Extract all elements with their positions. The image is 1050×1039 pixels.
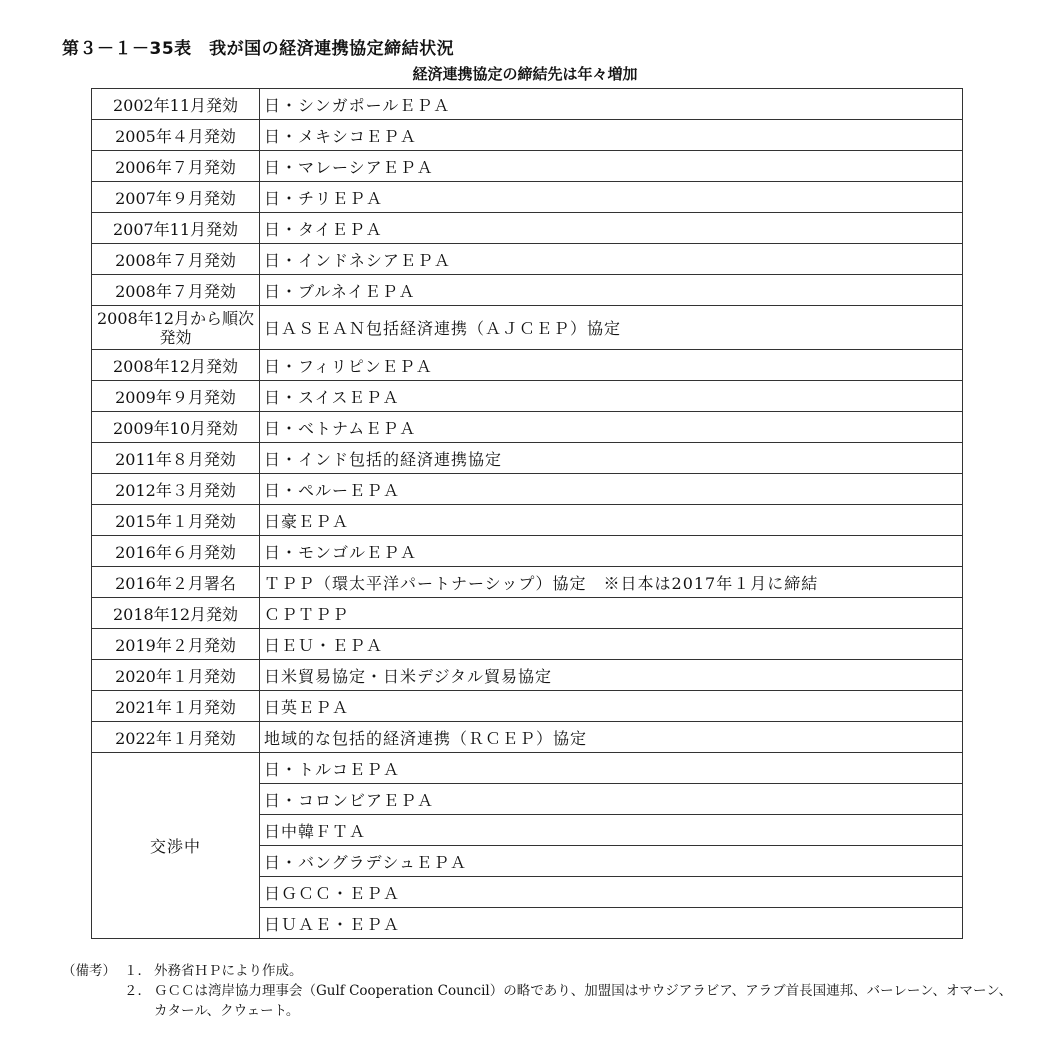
effective-date: 2021年１月発効: [92, 691, 260, 722]
negotiating-agreement: 日中韓ＦＴＡ: [260, 815, 963, 846]
table-row: [92, 474, 963, 505]
table-row: [92, 443, 963, 474]
agreement-name: 日・モンゴルＥＰＡ: [260, 536, 963, 567]
effective-date: 2007年11月発効: [92, 213, 260, 244]
table-row: [92, 151, 963, 182]
negotiating-agreement: 日・トルコＥＰＡ: [260, 753, 963, 784]
effective-date: 2011年８月発効: [92, 443, 260, 474]
note-number: ２．: [124, 983, 151, 999]
negotiating-agreement: 日ＧＣＣ・ＥＰＡ: [260, 877, 963, 908]
effective-date: 2018年12月発効: [92, 598, 260, 629]
agreement-name: 日米貿易協定・日米デジタル貿易協定: [260, 660, 963, 691]
table-row: [92, 120, 963, 151]
table-row: [92, 691, 963, 722]
effective-date: 2020年１月発効: [92, 660, 260, 691]
table-title: 第３－１－35表 我が国の経済連携協定締結状況: [62, 39, 455, 59]
effective-date: 2002年11月発効: [92, 89, 260, 120]
notes: [62, 961, 1022, 1021]
table-subtitle: 経済連携協定の締結先は年々増加: [412, 65, 638, 83]
note-text: ＧＣＣは湾岸協力理事会（Gulf Cooperation Council）の略であり、加盟国はサウジアラビア、アラブ首長国連邦、バーレーン、オマーン、カタール、クウェート。: [154, 983, 1013, 1019]
agreement-name: 日・タイＥＰＡ: [260, 213, 963, 244]
table-row: [92, 536, 963, 567]
note-item: [62, 981, 1022, 1021]
table-row: [92, 275, 963, 306]
effective-date: 2009年９月発効: [92, 381, 260, 412]
table-row: [92, 182, 963, 213]
effective-date: 2008年７月発効: [92, 244, 260, 275]
effective-date: 2015年１月発効: [92, 505, 260, 536]
notes-label: （備考）: [62, 963, 116, 979]
agreements-table-body: [92, 89, 963, 939]
agreement-name: 日豪ＥＰＡ: [260, 505, 963, 536]
table-row: [92, 598, 963, 629]
agreement-name: 地域的な包括的経済連携（ＲＣＥＰ）協定: [260, 722, 963, 753]
agreement-name: 日英ＥＰＡ: [260, 691, 963, 722]
table-row: [92, 350, 963, 381]
effective-date: 2008年12月発効: [92, 350, 260, 381]
agreement-name: 日・ペルーＥＰＡ: [260, 474, 963, 505]
table-row: [92, 244, 963, 275]
agreements-table: [91, 88, 963, 939]
negotiating-status: 交渉中: [92, 753, 260, 939]
table-row: [92, 381, 963, 412]
table-row: [92, 722, 963, 753]
effective-date: 2006年７月発効: [92, 151, 260, 182]
table-row: [92, 412, 963, 443]
agreement-name: 日・インドネシアＥＰＡ: [260, 244, 963, 275]
effective-date: 2005年４月発効: [92, 120, 260, 151]
agreement-name: ＴＰＰ（環太平洋パートナーシップ）協定 ※日本は2017年１月に締結: [260, 567, 963, 598]
effective-date: 2009年10月発効: [92, 412, 260, 443]
effective-date: 2012年３月発効: [92, 474, 260, 505]
effective-date: 2016年２月署名: [92, 567, 260, 598]
effective-date: 2007年９月発効: [92, 182, 260, 213]
negotiating-row: [92, 753, 963, 784]
table-row: [92, 629, 963, 660]
negotiating-agreement: 日ＵＡＥ・ＥＰＡ: [260, 908, 963, 939]
effective-date: 2016年６月発効: [92, 536, 260, 567]
agreement-name: 日・マレーシアＥＰＡ: [260, 151, 963, 182]
table-row: [92, 213, 963, 244]
negotiating-agreement: 日・コロンビアＥＰＡ: [260, 784, 963, 815]
agreement-name: 日ＥＵ・ＥＰＡ: [260, 629, 963, 660]
agreement-name: 日・チリＥＰＡ: [260, 182, 963, 213]
effective-date: 2008年12月から順次発効: [92, 306, 260, 350]
agreement-name: 日・メキシコＥＰＡ: [260, 120, 963, 151]
agreement-name: 日・シンガポールＥＰＡ: [260, 89, 963, 120]
note-item: [62, 961, 1022, 981]
agreement-name: 日・ブルネイＥＰＡ: [260, 275, 963, 306]
table-row: [92, 505, 963, 536]
agreement-name: 日・インド包括的経済連携協定: [260, 443, 963, 474]
agreement-name: ＣＰＴＰＰ: [260, 598, 963, 629]
agreement-name: 日・スイスＥＰＡ: [260, 381, 963, 412]
effective-date: 2022年１月発効: [92, 722, 260, 753]
note-number: １．: [124, 963, 151, 979]
agreement-name: 日・フィリピンＥＰＡ: [260, 350, 963, 381]
table-row: [92, 89, 963, 120]
table-row: [92, 567, 963, 598]
agreement-name: 日ＡＳＥＡＮ包括経済連携（ＡＪＣＥＰ）協定: [260, 306, 963, 350]
effective-date: 2019年２月発効: [92, 629, 260, 660]
effective-date: 2008年７月発効: [92, 275, 260, 306]
agreement-name: 日・ベトナムＥＰＡ: [260, 412, 963, 443]
table-row: [92, 306, 963, 350]
note-text: 外務省ＨＰにより作成。: [154, 963, 303, 979]
table-row: [92, 660, 963, 691]
negotiating-agreement: 日・バングラデシュＥＰＡ: [260, 846, 963, 877]
